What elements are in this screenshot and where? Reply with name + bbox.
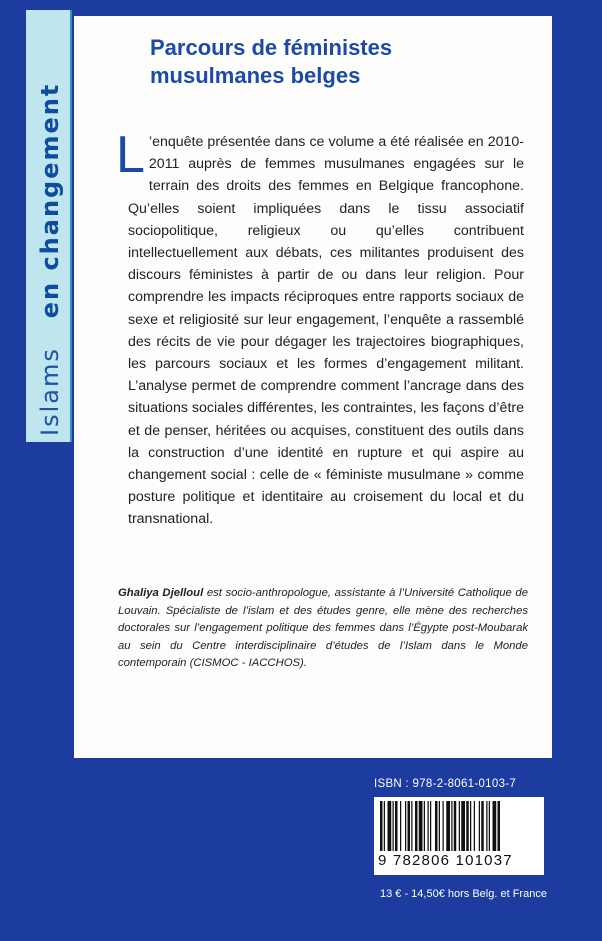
author-bio-text: est socio-anthropologue, assistante à l’Université Catholique de Louvain. Spécialiste de l’islam et des études genre, elle mène des recherches doctorales sur l’engagement politique des femmes dans l’Égypte post-Moubarak au sein du Centre interdisciplinaire d’études de l’Islam dans le Monde contemporain (CISMOC - IACCHOS). xyxy=(118,587,528,669)
barcode-bar xyxy=(408,801,411,851)
book-title-line1: Parcours de féministes xyxy=(150,35,393,60)
barcode-bar xyxy=(393,801,394,851)
barcode-bar xyxy=(430,801,431,851)
barcode-bar xyxy=(451,801,452,851)
series-title-part1: Islams xyxy=(36,347,64,436)
barcode-bar xyxy=(400,801,401,851)
barcode-bar xyxy=(388,801,392,851)
drop-cap: L xyxy=(116,126,145,184)
barcode-bar xyxy=(474,801,475,851)
series-title-part2: en changement xyxy=(36,82,64,319)
barcode-bar xyxy=(419,801,423,851)
barcode-bar xyxy=(454,801,457,851)
barcode-bar xyxy=(380,801,383,851)
barcode-bar xyxy=(428,801,429,851)
book-title-line2: musulmanes belges xyxy=(150,63,361,88)
author-bio xyxy=(118,585,528,673)
barcode-bar xyxy=(439,801,440,851)
barcode-bars xyxy=(380,801,538,851)
barcode-bar xyxy=(466,801,469,851)
barcode-bar xyxy=(486,801,487,851)
barcode-bar xyxy=(481,801,484,851)
barcode-bar xyxy=(411,801,412,851)
isbn-label: ISBN : 978-2-8061-0103-7 xyxy=(374,778,517,790)
barcode-bar xyxy=(405,801,406,851)
author-name: Ghaliya Djelloul xyxy=(118,587,204,599)
book-title xyxy=(150,34,530,90)
blurb xyxy=(116,126,524,531)
barcode-bar xyxy=(498,801,501,851)
barcode-bar xyxy=(459,801,460,851)
barcode-bar xyxy=(424,801,425,851)
barcode-bar xyxy=(446,801,450,851)
barcode-digits: 9 782806 101037 xyxy=(378,852,513,869)
barcode-bar xyxy=(493,801,497,851)
barcode-bar xyxy=(470,801,471,851)
series-title xyxy=(36,83,64,436)
barcode-bar xyxy=(489,801,490,851)
barcode-bar xyxy=(435,801,438,851)
barcode-bar xyxy=(384,801,385,851)
barcode-bar xyxy=(395,801,398,851)
barcode-bar xyxy=(461,801,465,851)
barcode-bar xyxy=(415,801,418,851)
barcode-bar xyxy=(443,801,444,851)
price-label: 13 € - 14,50€ hors Belg. et France xyxy=(380,888,547,900)
barcode-bar xyxy=(479,801,480,851)
blurb-text: ’enquête présentée dans ce volume a été réalisée en 2010-2011 auprès de femmes musulmanes engagées sur le terrain des droits des femmes en Belgique francophone. Qu’elles soient impliquées dans le tissu associatif sociopolitique, religieux ou qu’elles contribuent intellectuellement aux débats, ces militantes produisent des discours féministes à partir de ou dans leur religion. Pour comprendre les impacts réciproques entre rapports sociaux de sexe et religiosité sur leur engagement, l’enquête a rassemblé des récits de vie pour dégager les trajectoires biographiques, les parcours sociaux et les formes d’engagement militant. L’analyse permet de comprendre comment l’ancrage dans des situations sociales différentes, les contraintes, les façons d’être et de penser, héritées ou acquises, constituent des outils dans la construction d’une identité en rupture et qui aspire au changement social : celle de « féministe musulmane » comme posture politique et identitaire au croisement du local et du transnational. xyxy=(128,134,524,528)
